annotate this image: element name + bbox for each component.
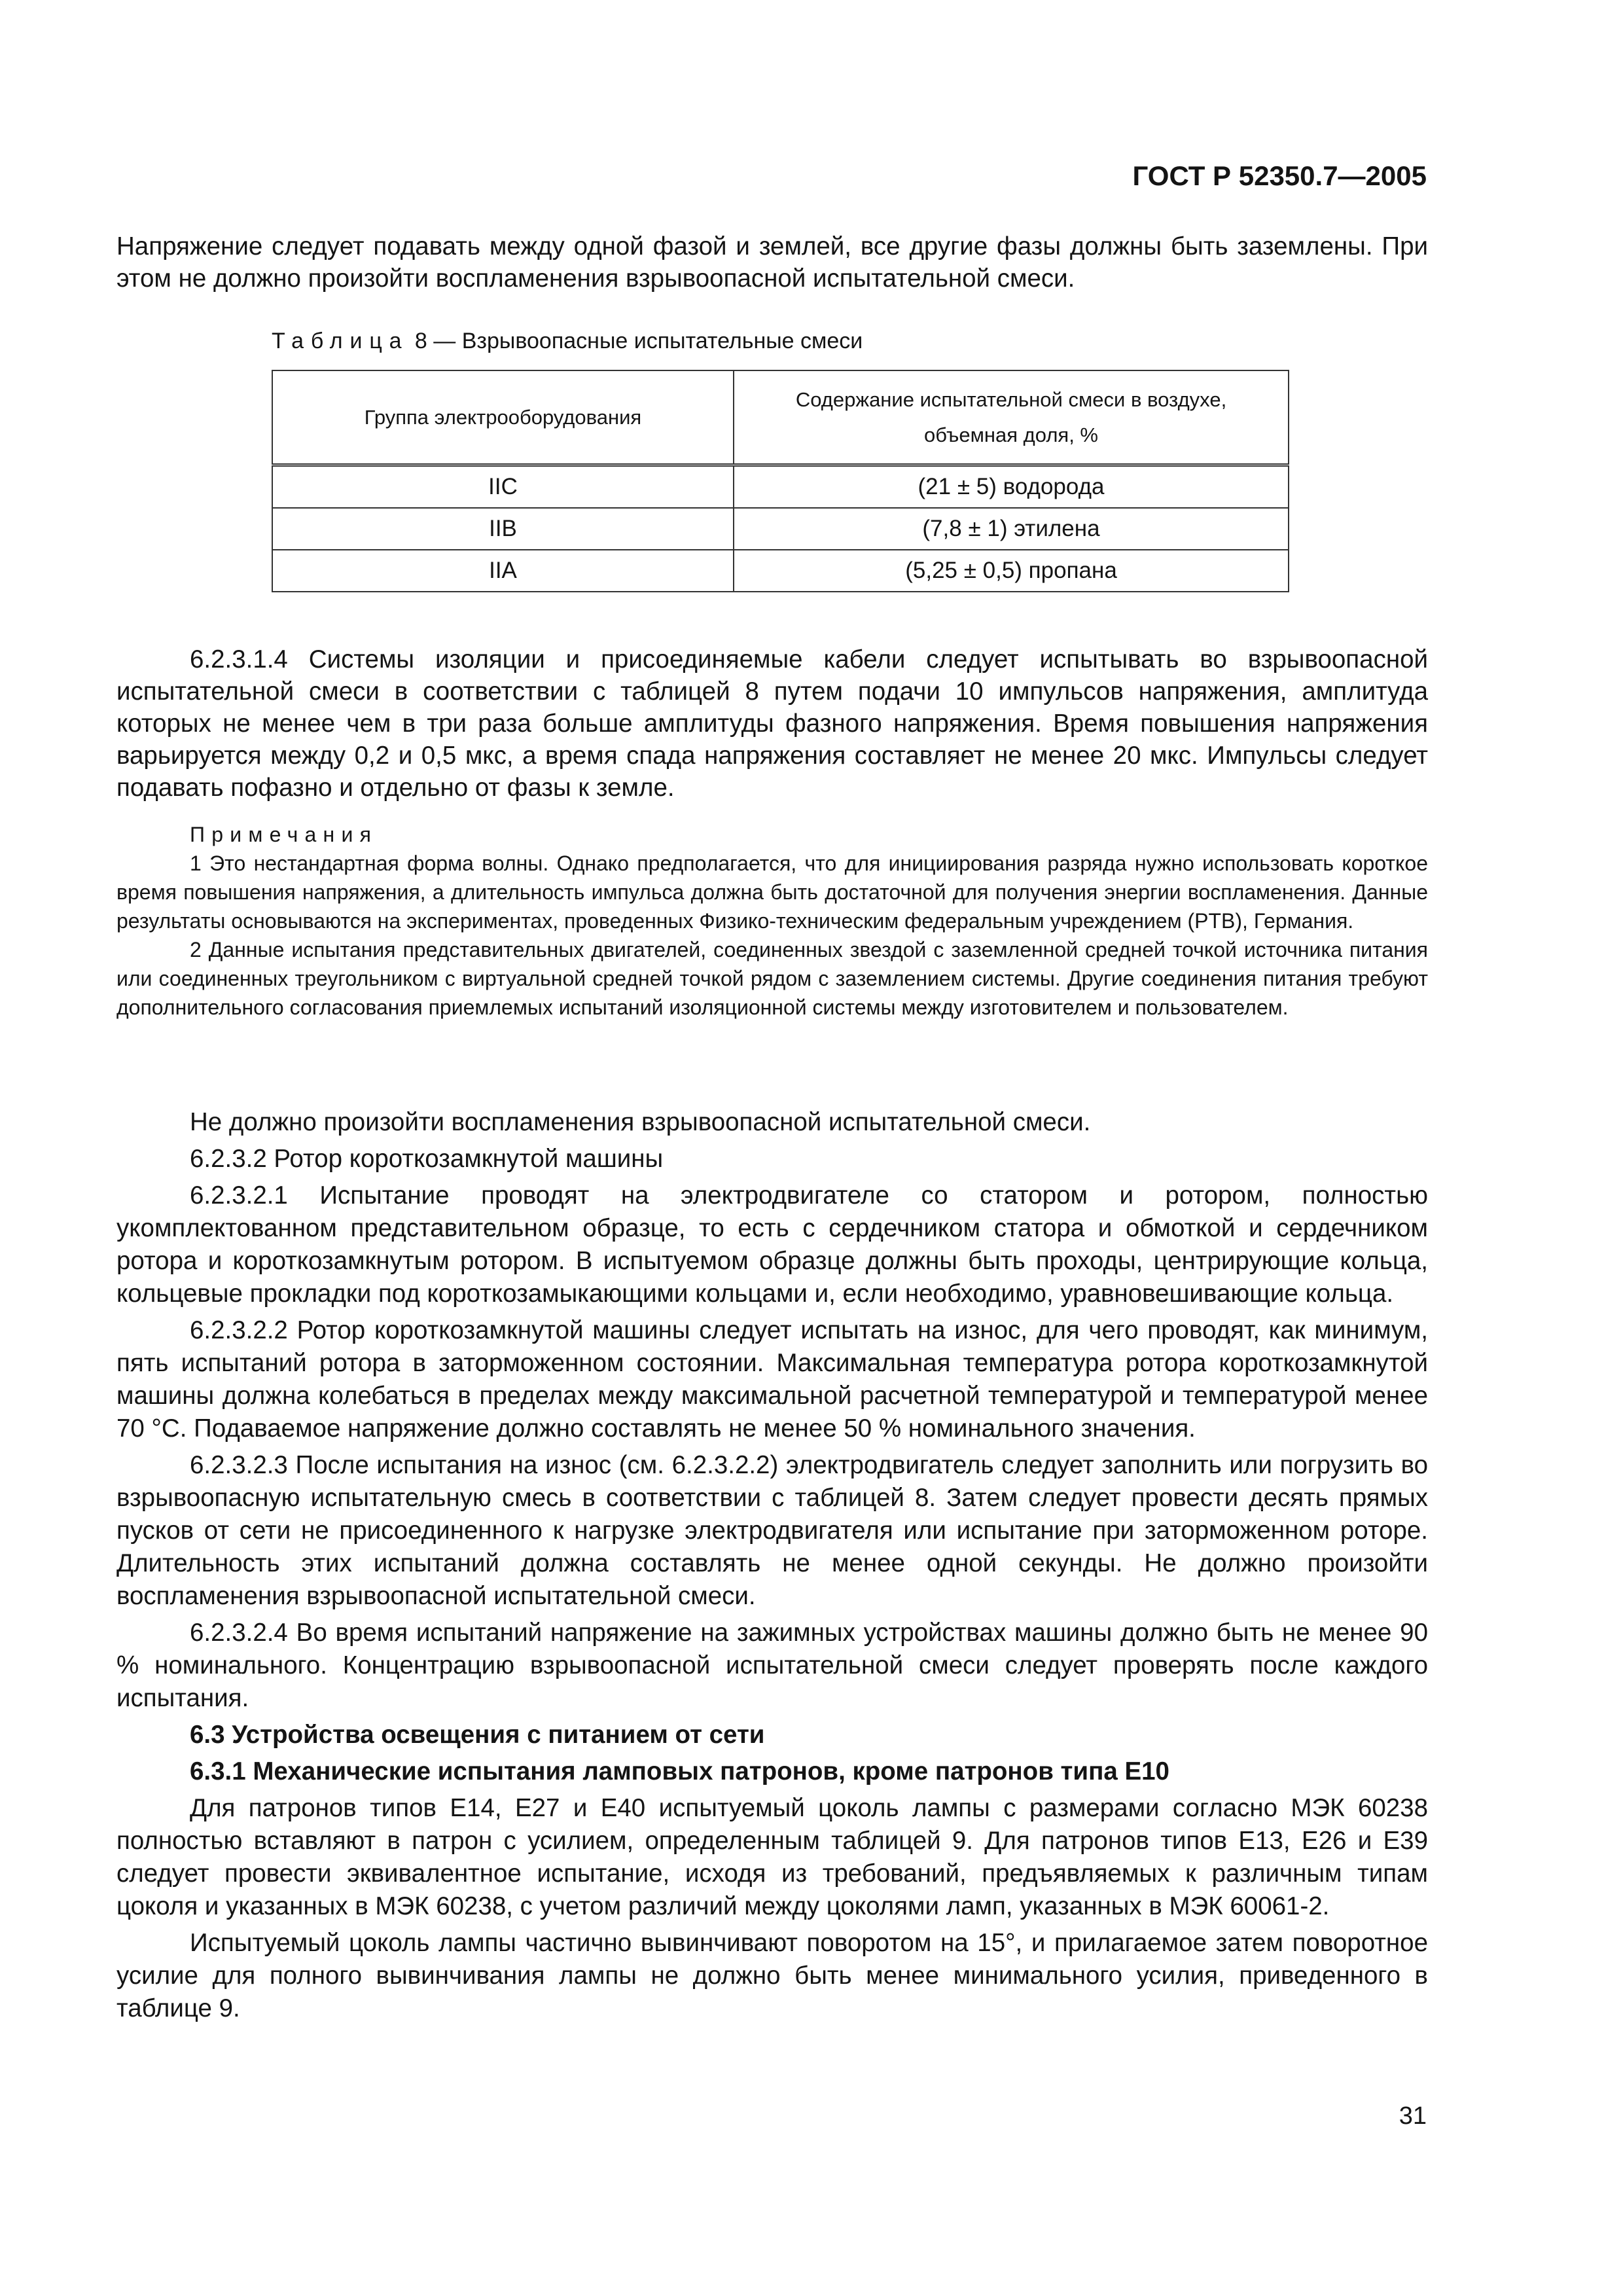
- cell-group: IIA: [272, 550, 734, 592]
- table-title-text: 8 — Взрывоопасные испытательные смеси: [408, 329, 863, 353]
- clause-6-2-3-1-4-block: [116, 643, 1428, 808]
- clause-6-2-3-2-1: 6.2.3.2.1 Испытание проводят на электродвигателе со статором и ротором, полностью укомплектованном представительном образце, то есть с сердечником статора и обмоткой и сердечником ротора и короткозамкнутым ротором. В испытуемом образце должны быть проходы, центрирующие кольца, кольцевые прокладки под короткозамыкающими кольцами и, если необходимо, уравновешивающие кольца.: [116, 1181, 1428, 1308]
- intro-block: [116, 230, 1428, 298]
- table-label: Таблица: [272, 329, 409, 353]
- after-notes-paragraph: Не должно произойти воспламенения взрывоопасной испытательной смеси.: [190, 1108, 1091, 1136]
- clause-6-2-3-1-4: 6.2.3.1.4 Системы изоляции и присоединяемые кабели следует испытывать во взрывоопасной испытательной смеси в соответствии с таблицей 8 путем подачи 10 импульсов напряжения, амплитуда которых не менее чем в три раза больше амплитуды фазного напряжения. Время повышения напряжения варьируется между 0,2 и 0,5 мкс, а время спада напряжения составляет не менее 20 мкс. Импульсы следует подавать пофазно и отдельно от фазы к земле.: [116, 645, 1428, 802]
- cell-group: IIC: [272, 465, 734, 509]
- table-row: [272, 508, 1289, 550]
- cell-group: IIB: [272, 508, 734, 550]
- notes-heading: Примечания: [190, 823, 378, 846]
- clause-6-3-1-paragraph-2: Испытуемый цоколь лампы частично вывинчивают поворотом на 15°, и прилагаемое затем поворотное усилие для полного вывинчивания лампы не должно быть менее минимального усилия, приведенного в таблице 9.: [116, 1929, 1428, 2022]
- clause-6-2-3-2: 6.2.3.2 Ротор короткозамкнутой машины: [190, 1145, 664, 1173]
- page-number: 31: [1399, 2102, 1427, 2130]
- cell-content: (21 ± 5) водорода: [734, 465, 1289, 509]
- cell-content: (5,25 ± 0,5) пропана: [734, 550, 1289, 592]
- column-header-content: Содержание испытательной смеси в воздухе, объемная доля, %: [734, 370, 1289, 465]
- column-header-group: Группа электрооборудования: [272, 370, 734, 465]
- explosive-mixtures-table: [272, 370, 1289, 592]
- cell-content: (7,8 ± 1) этилена: [734, 508, 1289, 550]
- table-row: [272, 550, 1289, 592]
- intro-paragraph: Напряжение следует подавать между одной фазой и землей, все другие фазы должны быть заземлены. При этом не должно произойти воспламенения взрывоопасной испытательной смеси.: [116, 232, 1428, 293]
- clause-6-2-3-2-3: 6.2.3.2.3 После испытания на износ (см. 6.2.3.2.2) электродвигатель следует заполнить или погрузить во взрывоопасную испытательную смесь в соответствии с таблицей 8. Затем следует провести десять прямых пусков от сети не присоединенного к нагрузке электродвигателя или испытание при заторможенном роторе. Длительность этих испытаний должна составлять не менее одной секунды. Не должно произойти воспламенения взрывоопасной испытательной смеси.: [116, 1451, 1428, 1610]
- section-heading-6-3: 6.3 Устройства освещения с питанием от сети: [190, 1721, 765, 1749]
- document-code-header: ГОСТ Р 52350.7—2005: [1132, 160, 1427, 191]
- section-heading-6-3-1: 6.3.1 Механические испытания ламповых патронов, кроме патронов типа Е10: [190, 1757, 1169, 1785]
- main-body-block: [116, 1106, 1428, 2029]
- table-row: [272, 465, 1289, 509]
- table-8-title: [272, 329, 863, 354]
- note-1: 1 Это нестандартная форма волны. Однако предполагается, что для инициирования разряда нужно использовать короткое время повышения напряжения, а длительность импульса должна быть достаточной для получения энергии воспламенения. Данные результаты основываются на экспериментах, проведенных Физико-техническим федеральным учреждением (PTB), Германия.: [116, 852, 1428, 933]
- note-2: 2 Данные испытания представительных двигателей, соединенных звездой с заземленной средней точкой источника питания или соединенных треугольником с виртуальной средней точкой рядом с заземлением системы. Другие соединения питания требуют дополнительного согласования приемлемых испытаний изоляционной системы между изготовителем и пользователем.: [116, 938, 1428, 1019]
- notes-block: [116, 820, 1428, 1022]
- clause-6-2-3-2-2: 6.2.3.2.2 Ротор короткозамкнутой машины следует испытать на износ, для чего проводят, как минимум, пять испытаний ротора в заторможенном состоянии. Максимальная температура ротора короткозамкнутой машины должна колебаться в пределах между максимальной расчетной температурой и температурой менее 70 °С. Подаваемое напряжение должно составлять не менее 50 % номинального значения.: [116, 1316, 1428, 1443]
- clause-6-2-3-2-4: 6.2.3.2.4 Во время испытаний напряжение на зажимных устройствах машины должно быть не менее 90 % номинального. Концентрацию взрывоопасной испытательной смеси следует проверять после каждого испытания.: [116, 1619, 1428, 1712]
- clause-6-3-1-paragraph-1: Для патронов типов Е14, Е27 и Е40 испытуемый цоколь лампы с размерами согласно МЭК 60238 полностью вставляют в патрон с усилием, определенным таблицей 9. Для патронов типов Е13, Е26 и Е39 следует провести эквивалентное испытание, исходя из требований, предъявляемых к различным типам цоколя и указанных в МЭК 60238, с учетом различий между цоколями ламп, указанных в МЭК 60061-2.: [116, 1794, 1428, 1920]
